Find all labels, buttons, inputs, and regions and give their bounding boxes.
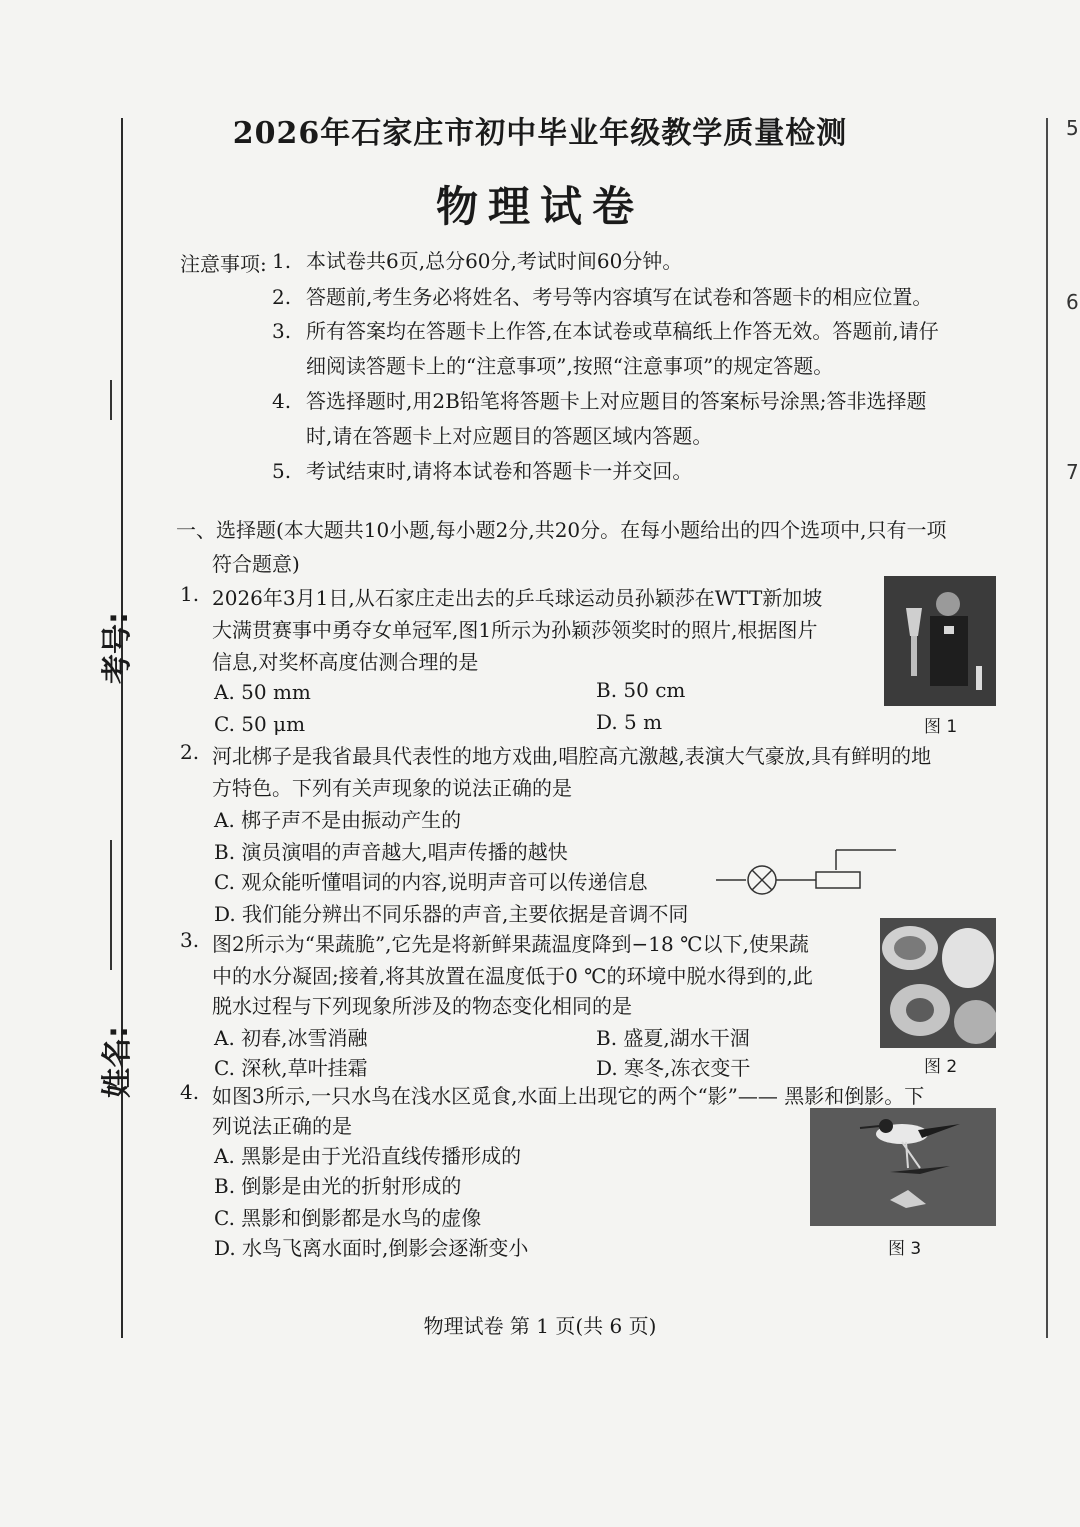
figure-1-caption: 图 1	[924, 717, 958, 737]
side-fill-line	[110, 840, 112, 970]
option-d: D. 我们能分辨出不同乐器的声音,主要依据是音调不同	[214, 902, 689, 926]
figure-2-photo	[880, 918, 996, 1048]
note-number: 2.	[272, 285, 292, 309]
page-footer: 物理试卷 第 1 页(共 6 页)	[423, 1314, 657, 1338]
name-label: 姓名:	[100, 1026, 135, 1098]
option-b: B. 盛夏,湖水干涸	[596, 1026, 750, 1050]
note-text: 所有答案均在答题卡上作答,在本试卷或草稿纸上作答无效。答题前,请仔	[306, 319, 939, 343]
option-c: C. 深秋,草叶挂霜	[214, 1056, 368, 1080]
question-number: 3.	[180, 928, 200, 952]
question-number: 1.	[180, 582, 200, 606]
option-d: D. 5 m	[596, 710, 663, 734]
note-text: 考试结束时,请将本试卷和答题卡一并交回。	[306, 459, 693, 483]
option-b: B. 演员演唱的声音越大,唱声传播的越快	[214, 840, 568, 864]
note-item	[272, 314, 1002, 348]
notes-label: 注意事项:	[180, 252, 267, 276]
note-number: 4.	[272, 389, 292, 413]
figure-3-photo	[810, 1108, 996, 1226]
section-heading: 一、选择题(本大题共10小题,每小题2分,共20分。在每小题给出的四个选项中,只有一项	[176, 518, 947, 542]
note-number: 3.	[272, 319, 292, 343]
figure-1-photo	[884, 576, 996, 706]
option-b: B. 倒影是由光的折射形成的	[214, 1174, 462, 1198]
option-d: D. 水鸟飞离水面时,倒影会逐渐变小	[214, 1236, 529, 1260]
trophy-photo-image	[884, 576, 996, 706]
option-d: D. 寒冬,冻衣变干	[596, 1056, 751, 1080]
option-a: A. 50 mm	[214, 680, 311, 704]
exam-number-label: 考号:	[100, 612, 135, 684]
note-number: 1.	[272, 249, 292, 273]
note-item	[272, 384, 1002, 418]
right-margin-rule	[1046, 118, 1048, 1338]
question-text: 脱水过程与下列现象所涉及的物态变化相同的是	[212, 994, 632, 1018]
edge-char: 7	[1066, 460, 1079, 484]
question-text: 图2所示为“果蔬脆”,它先是将新鲜果蔬温度降到−18 ℃以下,使果蔬	[212, 932, 809, 956]
edge-char: 5	[1066, 116, 1079, 140]
question-text: 大满贯赛事中勇夺女单冠军,图1所示为孙颖莎领奖时的照片,根据图片	[212, 618, 818, 642]
option-c: C. 观众能听懂唱词的内容,说明声音可以传递信息	[214, 870, 648, 894]
question-text: 中的水分凝固;接着,将其放置在温度低于0 ℃的环境中脱水得到的,此	[212, 964, 813, 988]
note-item	[272, 280, 1002, 314]
question-text: 信息,对奖杯高度估测合理的是	[212, 650, 479, 674]
question-text: 河北梆子是我省最具代表性的地方戏曲,唱腔高亢激越,表演大气豪放,具有鲜明的地	[212, 744, 932, 768]
figure-3-caption: 图 3	[888, 1239, 922, 1259]
note-text-continued: 时,请在答题卡上对应题目的答题区域内答题。	[306, 424, 713, 448]
dried-fruit-image	[880, 918, 996, 1048]
water-bird-image	[810, 1108, 996, 1226]
note-text-continued: 细阅读答题卡上的“注意事项”,按照“注意事项”的规定答题。	[306, 354, 834, 378]
option-a: A. 梆子声不是由振动产生的	[214, 808, 462, 832]
question-number: 4.	[180, 1080, 200, 1104]
note-item	[272, 454, 1002, 488]
option-c: C. 黑影和倒影都是水鸟的虚像	[214, 1206, 482, 1230]
circuit-sketch-mark	[716, 840, 906, 910]
question-text: 如图3所示,一只水鸟在浅水区觅食,水面上出现它的两个“影”—— 黑影和倒影。下	[212, 1084, 925, 1108]
edge-char: 6	[1066, 290, 1079, 314]
section-heading-continued: 符合题意)	[212, 552, 300, 576]
note-item	[272, 244, 1002, 278]
side-fill-line	[110, 380, 112, 420]
option-a: A. 初春,冰雪消融	[214, 1026, 368, 1050]
question-text: 列说法正确的是	[212, 1114, 352, 1138]
question-number: 2.	[180, 740, 200, 764]
note-text: 答选择题时,用2B铅笔将答题卡上对应题目的答案标号涂黑;答非选择题	[306, 389, 927, 413]
question-text: 方特色。下列有关声现象的说法正确的是	[212, 776, 572, 800]
note-number: 5.	[272, 459, 292, 483]
note-text: 本试卷共6页,总分60分,考试时间60分钟。	[306, 249, 683, 273]
exam-title: 2026年石家庄市初中毕业年级教学质量检测	[232, 116, 848, 151]
figure-2-caption: 图 2	[924, 1057, 958, 1077]
question-text: 2026年3月1日,从石家庄走出去的乒乓球运动员孙颖莎在WTT新加坡	[212, 586, 823, 610]
option-c: C. 50 μm	[214, 712, 306, 736]
note-text: 答题前,考生务必将姓名、考号等内容填写在试卷和答题卡的相应位置。	[306, 285, 933, 309]
left-margin-rule	[121, 118, 123, 1338]
subject-title: 物理试卷	[435, 182, 644, 231]
option-b: B. 50 cm	[596, 678, 686, 702]
option-a: A. 黑影是由于光沿直线传播形成的	[214, 1144, 522, 1168]
